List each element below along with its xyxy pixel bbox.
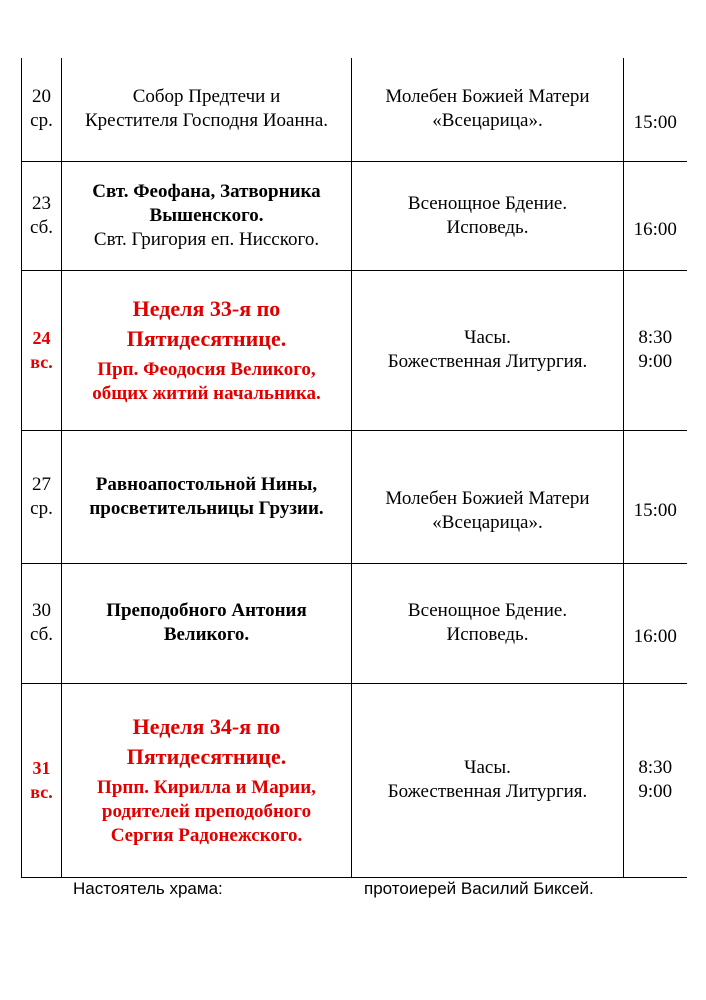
- time-line: 9:00: [638, 351, 673, 372]
- rector-label: Настоятель храма:: [73, 879, 223, 898]
- feast-cell: [62, 270, 352, 430]
- table-row: [22, 58, 687, 161]
- feast-cell: [62, 161, 352, 270]
- service-cell: [352, 270, 624, 430]
- feast-cell: [62, 58, 352, 161]
- weekday: вс.: [30, 782, 53, 802]
- service-line: Исповедь.: [446, 624, 529, 645]
- time-cell: [624, 563, 687, 683]
- feast-line: Вышенского.: [149, 204, 264, 226]
- day-number: 30: [32, 600, 51, 621]
- time-line: 15:00: [633, 499, 677, 521]
- feast-line: Прпп. Кирилла и Марии,: [97, 777, 316, 798]
- feast-line: Свт. Григория еп. Нисского.: [93, 228, 320, 250]
- feast-line: Равноапостольной Нины,: [95, 473, 318, 495]
- table-row: [22, 430, 687, 563]
- service-line: «Всецарица».: [432, 511, 543, 533]
- table-row: [22, 683, 687, 877]
- feast-line: Собор Предтечи и: [132, 86, 281, 108]
- service-line: Молебен Божией Матери: [385, 487, 590, 509]
- weekday: сб.: [29, 624, 54, 645]
- date-cell: [22, 161, 62, 270]
- feast-line: Прп. Феодосия Великого,: [97, 359, 316, 380]
- time-cell: [624, 58, 687, 161]
- service-line: «Всецарица».: [432, 110, 543, 132]
- service-line: Часы.: [464, 757, 511, 778]
- time-line: 9:00: [638, 781, 673, 802]
- feast-line: Свт. Феофана, Затворника: [92, 180, 321, 202]
- service-line: Божественная Литургия.: [387, 351, 588, 372]
- feast-line: Преподобного Антония: [106, 600, 307, 621]
- date-cell: [22, 563, 62, 683]
- weekday: сб.: [29, 216, 54, 238]
- feast-title-line: Неделя 33-я по: [132, 296, 281, 321]
- table-row: [22, 161, 687, 270]
- time-cell: [624, 161, 687, 270]
- feast-line: Крестителя Господня Иоанна.: [84, 110, 329, 132]
- signature-footer: [0, 879, 706, 903]
- service-cell: [352, 683, 624, 877]
- service-line: Всенощное Бдение.: [407, 600, 568, 621]
- service-cell: [352, 161, 624, 270]
- day-number: 31: [32, 758, 51, 778]
- time-line: 8:30: [638, 327, 673, 348]
- service-line: Часы.: [464, 327, 511, 348]
- rector-name: протоиерей Василий Биксей.: [364, 879, 594, 898]
- date-cell: [22, 58, 62, 161]
- service-cell: [352, 430, 624, 563]
- day-number: 20: [32, 86, 51, 108]
- time-line: 16:00: [633, 626, 677, 647]
- service-line: Всенощное Бдение.: [407, 192, 568, 214]
- time-cell: [624, 270, 687, 430]
- day-number: 27: [32, 473, 51, 495]
- feast-line: родителей преподобного: [101, 801, 312, 822]
- service-line: Молебен Божией Матери: [385, 86, 590, 108]
- date-cell: [22, 270, 62, 430]
- schedule-table: [21, 58, 687, 878]
- time-line: 16:00: [633, 218, 677, 240]
- time-line: 8:30: [638, 757, 673, 778]
- feast-line: Сергия Радонежского.: [110, 825, 303, 846]
- day-number: 23: [32, 192, 51, 214]
- feast-line: общих житий начальника.: [92, 383, 321, 404]
- weekday: ср.: [30, 497, 53, 519]
- table-row: [22, 270, 687, 430]
- feast-title-line: Неделя 34-я по: [132, 714, 281, 739]
- feast-cell: [62, 430, 352, 563]
- feast-line: просветительницы Грузии.: [89, 497, 324, 519]
- date-cell: [22, 430, 62, 563]
- time-cell: [624, 430, 687, 563]
- time-cell: [624, 683, 687, 877]
- day-number: 24: [32, 328, 51, 348]
- weekday: вс.: [30, 352, 53, 372]
- service-line: Божественная Литургия.: [387, 781, 588, 802]
- time-line: 15:00: [633, 112, 677, 134]
- table-row: [22, 563, 687, 683]
- service-cell: [352, 563, 624, 683]
- feast-cell: [62, 563, 352, 683]
- service-cell: [352, 58, 624, 161]
- weekday: ср.: [30, 110, 53, 132]
- feast-title-line: Пятидесятнице.: [126, 744, 287, 769]
- feast-cell: [62, 683, 352, 877]
- date-cell: [22, 683, 62, 877]
- feast-title-line: Пятидесятнице.: [126, 326, 287, 351]
- feast-line: Великого.: [163, 624, 250, 645]
- service-line: Исповедь.: [446, 216, 529, 238]
